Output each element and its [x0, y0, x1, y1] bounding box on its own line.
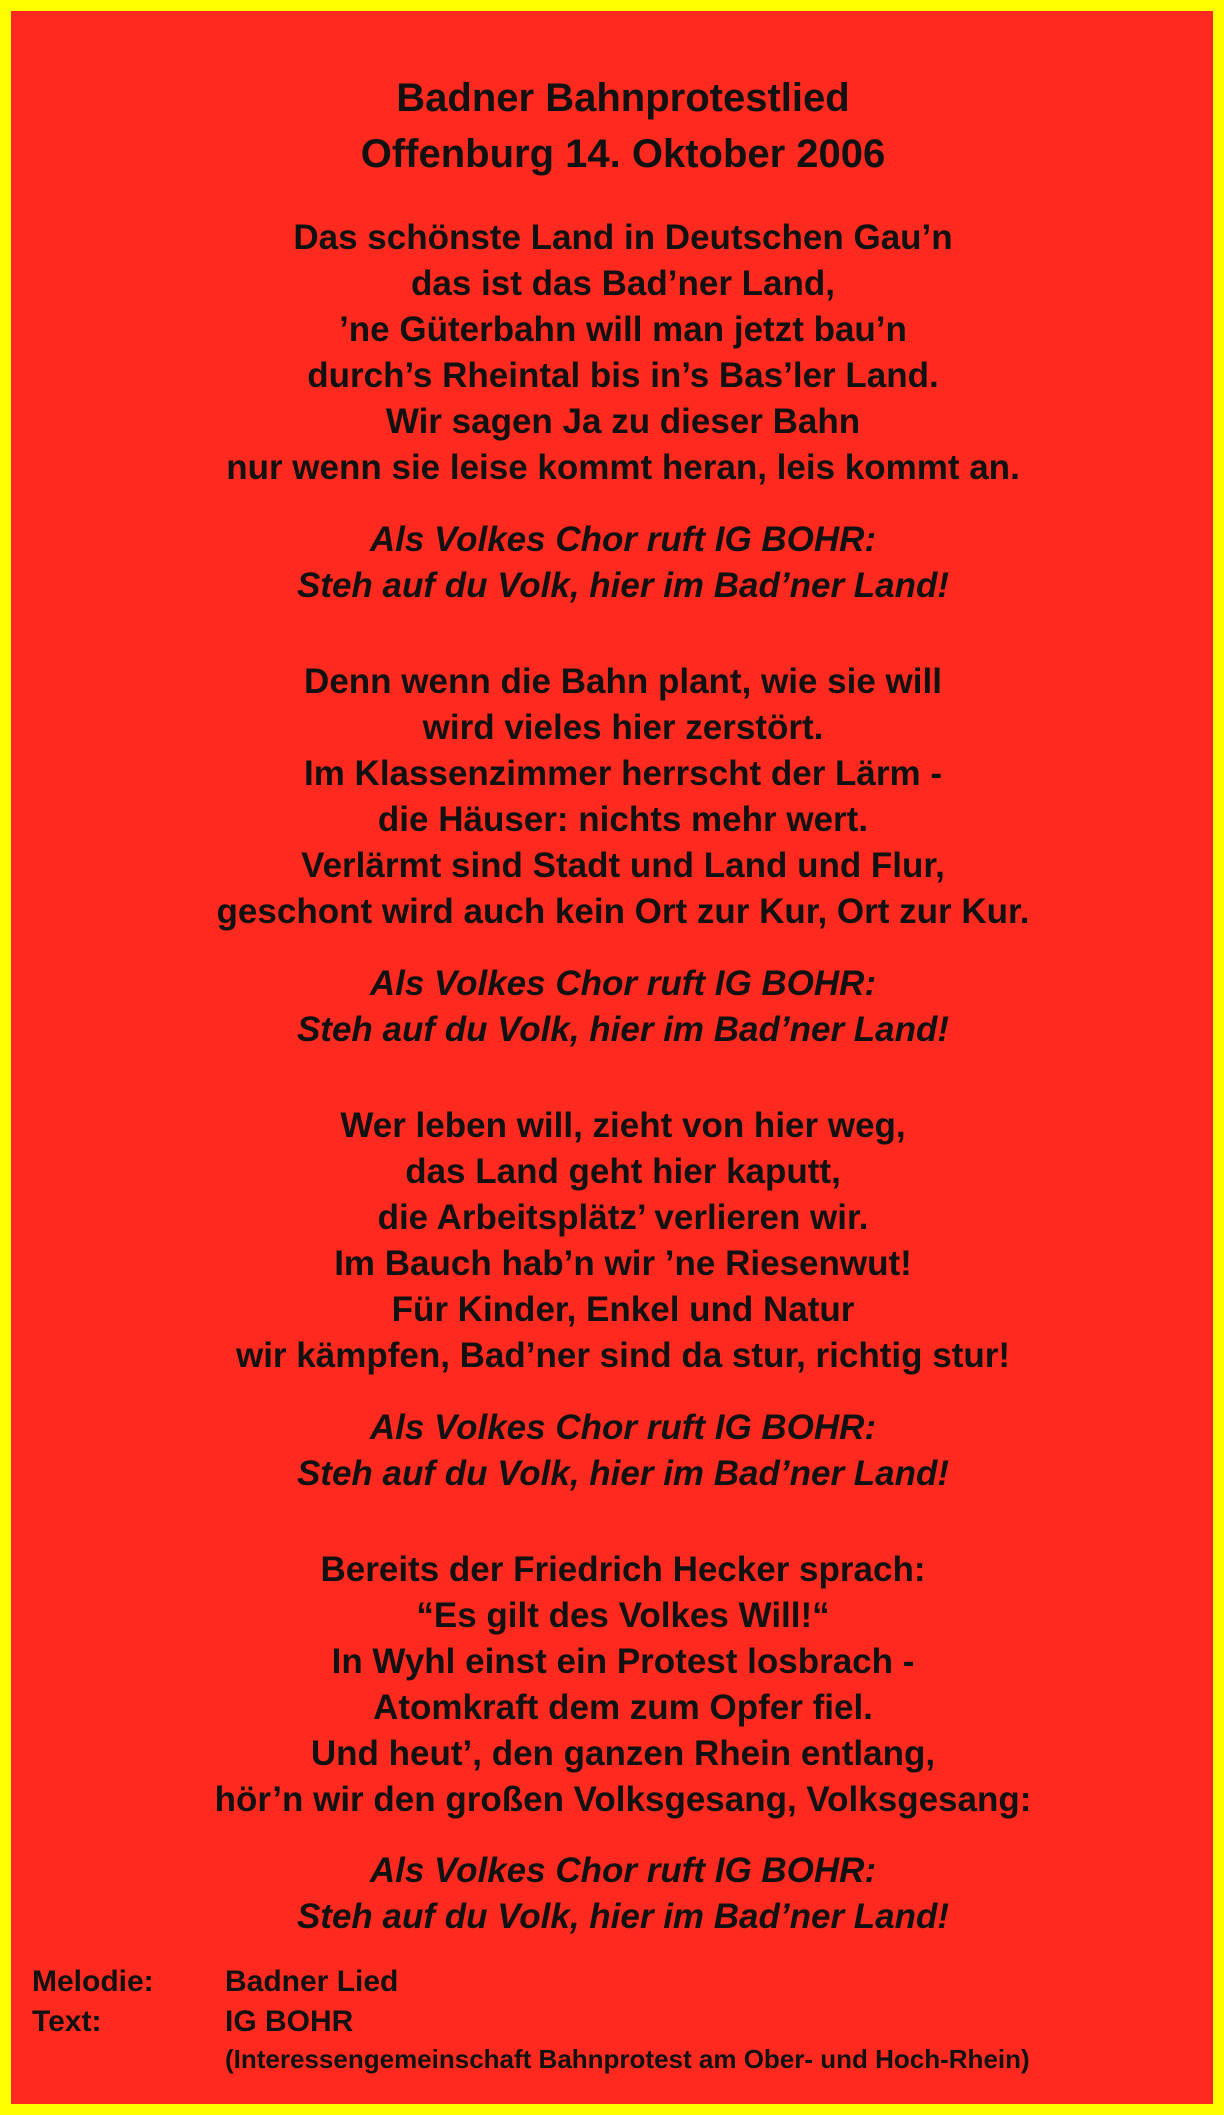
verse-line: die Arbeitsplätz’ verlieren wir. — [377, 1198, 869, 1237]
chorus-3 — [22, 1405, 1224, 1497]
verse-line: Atomkraft dem zum Opfer fiel. — [373, 1688, 873, 1727]
verse-line: Für Kinder, Enkel und Natur — [391, 1290, 855, 1329]
chorus-line: Steh auf du Volk, hier im Bad’ner Land! — [296, 1897, 950, 1936]
verse-3 — [22, 1103, 1224, 1379]
verse-1 — [22, 215, 1224, 491]
song-sheet — [22, 22, 1224, 2115]
verse-line: Verlärmt sind Stadt und Land und Flur, — [301, 846, 945, 885]
verse-line: Im Klassenzimmer herrscht der Lärm - — [303, 754, 942, 793]
verse-line: hör’n wir den großen Volksgesang, Volksgesang: — [214, 1780, 1032, 1819]
verse-line: geschont wird auch kein Ort zur Kur, Ort zur Kur. — [216, 892, 1030, 931]
verse-line: Wer leben will, zieht von hier weg, — [340, 1106, 906, 1145]
verse-line: Denn wenn die Bahn plant, wie sie will — [304, 662, 942, 701]
verse-2 — [22, 659, 1224, 935]
melody-label: Melodie: — [32, 1965, 154, 1998]
title-line: Badner Bahnprotestlied — [396, 76, 850, 120]
chorus-line: Steh auf du Volk, hier im Bad’ner Land! — [296, 1010, 950, 1049]
verse-line: wir kämpfen, Bad’ner sind da stur, richtig stur! — [235, 1336, 1011, 1375]
verse-line: Bereits der Friedrich Hecker sprach: — [320, 1550, 926, 1589]
verse-line: die Häuser: nichts mehr wert. — [377, 800, 869, 839]
verse-line: das Land geht hier kaputt, — [405, 1152, 841, 1191]
chorus-4 — [22, 1848, 1224, 1940]
text-credit — [32, 2002, 1030, 2042]
verse-4 — [22, 1547, 1224, 1823]
chorus-line: Steh auf du Volk, hier im Bad’ner Land! — [296, 1454, 950, 1493]
chorus-2 — [22, 961, 1224, 1053]
credits — [32, 1962, 1030, 2076]
verse-line: durch’s Rheintal bis in’s Bas’ler Land. — [307, 356, 939, 395]
chorus-line: Als Volkes Chor ruft IG BOHR: — [369, 520, 877, 559]
melody-value: Badner Lied — [225, 1965, 399, 1998]
text-credit-note: (Interessengemeinschaft Bahnprotest am Ober- und Hoch-Rhein) — [225, 2044, 1030, 2074]
chorus-line: Als Volkes Chor ruft IG BOHR: — [369, 1408, 877, 1447]
chorus-line: Steh auf du Volk, hier im Bad’ner Land! — [296, 566, 950, 605]
text-label: Text: — [32, 2005, 102, 2038]
verse-line: ’ne Güterbahn will man jetzt bau’n — [339, 310, 907, 349]
verse-line: nur wenn sie leise kommt heran, leis kommt an. — [226, 448, 1020, 487]
verse-line: das ist das Bad’ner Land, — [411, 264, 835, 303]
verse-line: In Wyhl einst ein Protest losbrach - — [331, 1642, 915, 1681]
chorus-line: Als Volkes Chor ruft IG BOHR: — [369, 1851, 877, 1890]
verse-line: “Es gilt des Volkes Will!“ — [416, 1596, 830, 1635]
song-title — [22, 70, 1224, 182]
verse-line: Wir sagen Ja zu dieser Bahn — [385, 402, 861, 441]
text-value: IG BOHR — [225, 2005, 354, 2038]
chorus-line: Als Volkes Chor ruft IG BOHR: — [369, 964, 877, 1003]
chorus-1 — [22, 517, 1224, 609]
verse-line: wird vieles hier zerstört. — [422, 708, 824, 747]
verse-line: Und heut’, den ganzen Rhein entlang, — [310, 1734, 936, 1773]
verse-line: Im Bauch hab’n wir ’ne Riesenwut! — [334, 1244, 912, 1283]
title-date-line: Offenburg 14. Oktober 2006 — [360, 132, 886, 176]
melody-credit — [32, 1962, 1030, 2002]
verse-line: Das schönste Land in Deutschen Gau’n — [293, 218, 953, 257]
